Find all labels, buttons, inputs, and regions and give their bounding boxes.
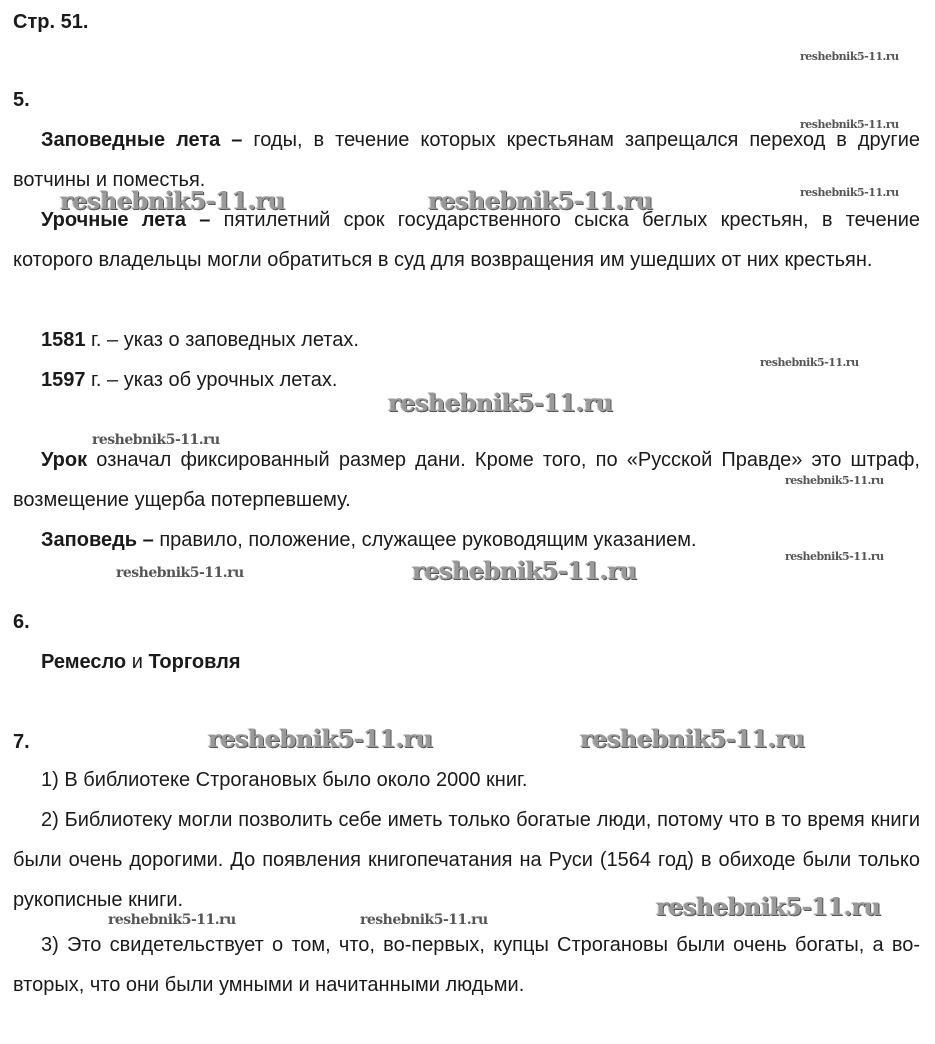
- watermark: reshebnik5-11.ru: [116, 565, 244, 581]
- term: Заповедь –: [41, 529, 154, 551]
- watermark: reshebnik5-11.ru: [428, 186, 653, 215]
- task-6-answer: [13, 642, 920, 682]
- conjunction: и: [126, 651, 149, 673]
- date-1581: [13, 320, 920, 360]
- task-5-number: 5.: [13, 89, 30, 111]
- year: 1597: [41, 369, 86, 391]
- task-7-number: 7.: [13, 731, 30, 753]
- watermark: reshebnik5-11.ru: [760, 356, 859, 369]
- watermark: reshebnik5-11.ru: [800, 50, 899, 63]
- watermark: reshebnik5-11.ru: [656, 892, 881, 921]
- task-6-number: 6.: [13, 611, 30, 633]
- watermark: reshebnik5-11.ru: [800, 118, 899, 131]
- watermark: reshebnik5-11.ru: [580, 724, 805, 753]
- task-7-answer-2: 2) Библиотеку могли позволить себе иметь только богатые люди, потому что в то время книги были очень дорогими. До появления книгопечатания на Руси (1564 год) в обиходе были только рукописные книги.: [13, 809, 920, 911]
- term: Заповедные лета –: [41, 129, 243, 151]
- definition: пятилетний срок государственного сыска беглых крестьян, в течение которого владельцы могли обратиться в суд для возвращения им ушедших от них крестьян.: [13, 209, 920, 271]
- watermark: reshebnik5-11.ru: [208, 724, 433, 753]
- watermark: reshebnik5-11.ru: [92, 432, 220, 448]
- watermark: reshebnik5-11.ru: [800, 186, 899, 199]
- term: Урок: [41, 449, 88, 471]
- event: г. – указ об урочных летах.: [85, 369, 338, 391]
- watermark: reshebnik5-11.ru: [388, 388, 613, 417]
- watermark: reshebnik5-11.ru: [60, 186, 285, 215]
- definition-zapoved: [13, 520, 920, 560]
- task-7-answer-1: 1) В библиотеке Строгановых было около 2000 книг.: [41, 769, 528, 791]
- answer-trade: Торговля: [148, 651, 241, 673]
- year: 1581: [41, 329, 86, 351]
- definition-urok: [13, 440, 920, 520]
- page-label: Стр. 51.: [13, 11, 89, 33]
- watermark: reshebnik5-11.ru: [360, 912, 488, 928]
- definition: означал фиксированный размер дани. Кроме того, по «Русской Правде» это штраф, возмещение ущерба потерпевшему.: [13, 449, 920, 511]
- answer-craft: Ремесло: [41, 651, 127, 673]
- definition: годы, в течение которых крестьянам запрещался переход в другие вотчины и поместья.: [13, 129, 920, 191]
- watermark: reshebnik5-11.ru: [412, 556, 637, 585]
- definition: правило, положение, служащее руководящим указанием.: [153, 529, 697, 551]
- event: г. – указ о заповедных летах.: [85, 329, 359, 351]
- watermark: reshebnik5-11.ru: [785, 550, 884, 563]
- term: Урочные лета –: [41, 209, 211, 231]
- watermark: reshebnik5-11.ru: [785, 474, 884, 487]
- watermark: reshebnik5-11.ru: [108, 912, 236, 928]
- task-7-answer-3: 3) Это свидетельствует о том, что, во-первых, купцы Строгановы были очень богаты, а во-вторых, что они были умными и начитанными людьми.: [13, 934, 920, 996]
